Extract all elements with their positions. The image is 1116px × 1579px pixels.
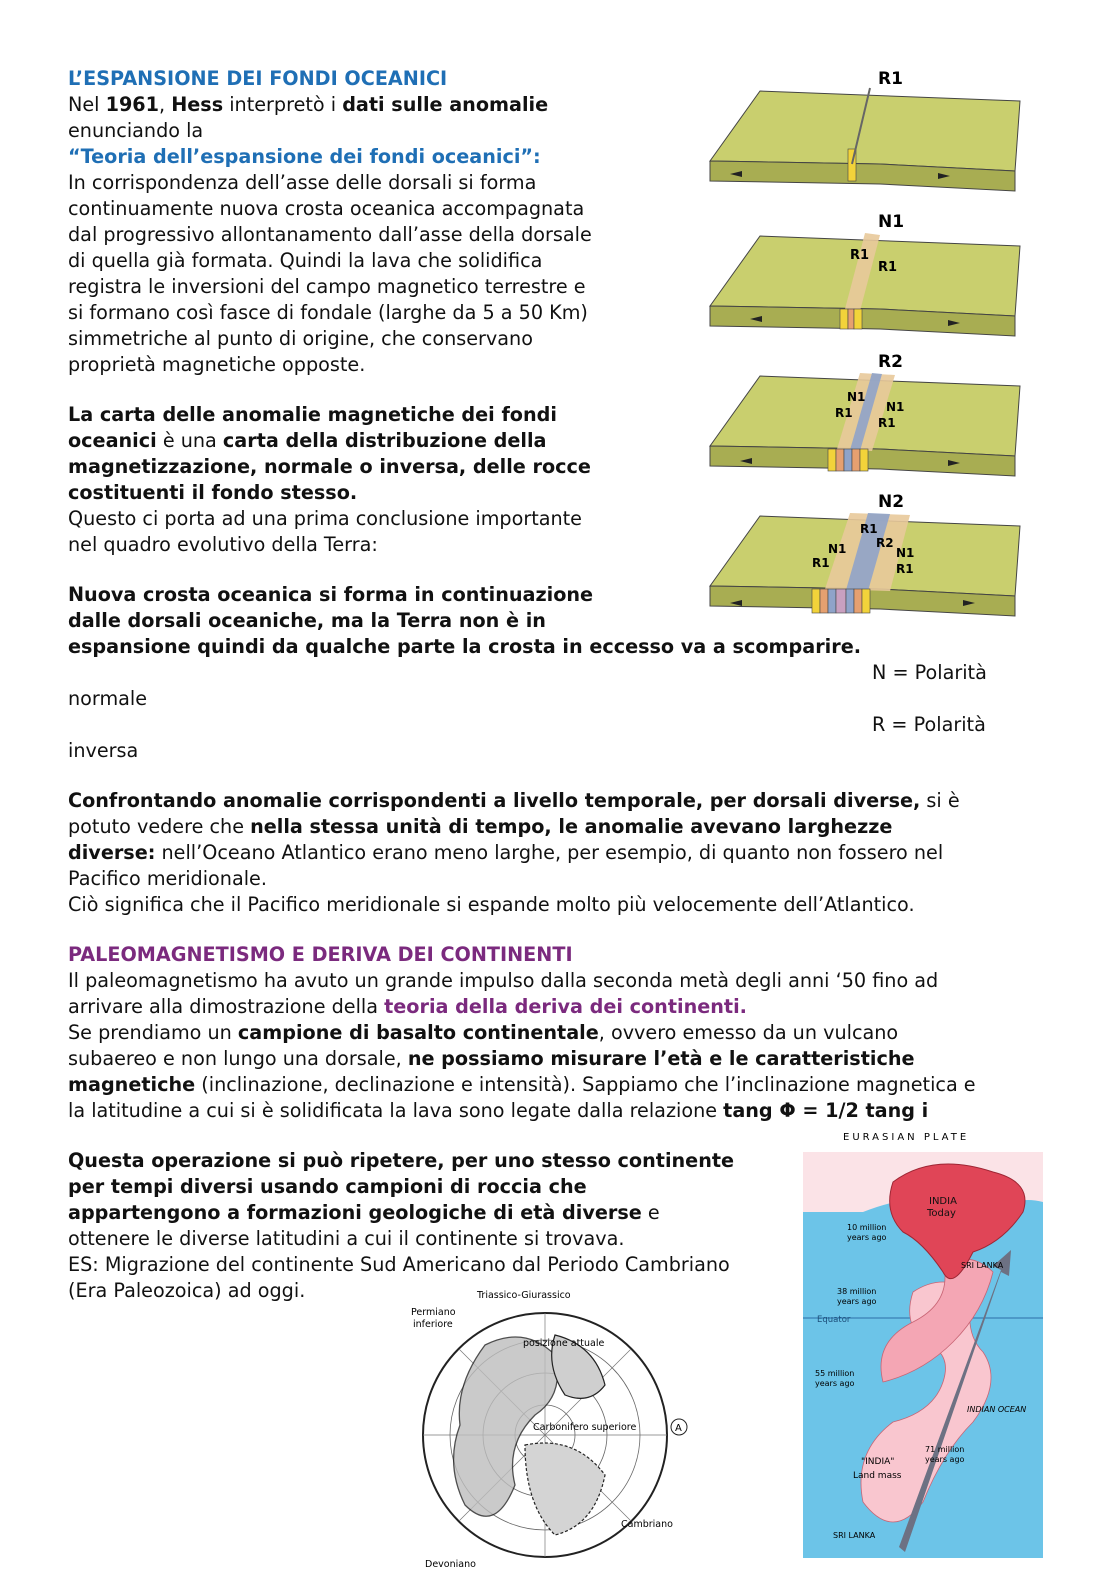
legend-r-text: inversa <box>68 739 139 762</box>
text-bold: Confrontando anomalie corrispondenti a livello temporale, per dorsali diverse, <box>68 789 921 812</box>
text-span: potuto vedere che <box>68 815 251 838</box>
paragraph-line: enunciando la <box>68 119 204 142</box>
block-label: R1 <box>878 69 903 89</box>
stripe-label: R1 <box>896 562 914 576</box>
label-55-million: 55 million <box>815 1369 855 1378</box>
label-eurasian-plate: EURASIAN PLATE <box>843 1132 970 1143</box>
text-span: , ovvero emesso da un vulcano <box>598 1021 899 1044</box>
text-span: subaereo e non lungo una dorsale, <box>68 1047 408 1070</box>
label-land-mass: Land mass <box>853 1471 902 1481</box>
stripe-label: N1 <box>886 400 905 414</box>
label-sri-lanka-today: SRI LANKA <box>961 1261 1004 1270</box>
body-line: di quella già formata. Quindi la lava che solidifica <box>68 249 543 272</box>
text-bold: ne possiamo misurare l’età e le caratteristiche <box>407 1047 915 1070</box>
text-bold: dati sulle anomalie <box>342 93 549 116</box>
stripe-label: N1 <box>896 546 915 560</box>
label-cambriano: Cambriano <box>621 1519 673 1530</box>
stripe-label: R1 <box>812 556 830 570</box>
block-label: N2 <box>878 492 905 512</box>
text-bold: diverse: <box>68 841 156 864</box>
text-bold: appartengono a formazioni geologiche di età diverse <box>68 1201 642 1224</box>
comparison-line: Pacifico meridionale. <box>68 867 267 890</box>
stripe-label: R1 <box>850 248 870 263</box>
comparison-line <box>68 814 892 840</box>
paragraph-line <box>68 92 548 118</box>
label-10-years-ago: years ago <box>847 1233 887 1242</box>
carta-line: La carta delle anomalie magnetiche dei fondi <box>68 403 557 426</box>
key-conclusion-line: espansione quindi da qualche parte la crosta in eccesso va a scomparire. <box>68 635 862 658</box>
stripe-label: N1 <box>847 390 866 404</box>
paleo-line <box>68 994 747 1020</box>
label-equator: Equator <box>817 1315 851 1325</box>
key-conclusion-line: Nuova crosta oceanica si forma in continuazione <box>68 583 594 606</box>
india-drift-map <box>803 1122 1043 1558</box>
label-permiano: Permiano <box>411 1307 456 1318</box>
text-span: Se prendiamo un <box>68 1021 238 1044</box>
legend-n: N = Polarità <box>872 661 987 684</box>
label-71-years-ago: years ago <box>925 1455 965 1464</box>
operation-line: ottenere le diverse latitudini a cui il continente si trovava. <box>68 1227 625 1250</box>
text-bold: nella stessa unità di tempo, le anomalie avevano larghezze <box>250 815 893 838</box>
hess-name: Hess <box>171 93 224 116</box>
paleo-line <box>68 1020 898 1046</box>
body-line: si formano così fasce di fondale (larghe da 5 a 50 Km) <box>68 301 588 324</box>
ridge-block-n1 <box>710 212 1020 336</box>
polar-projection-figure <box>405 1285 695 1577</box>
operation-line: ES: Migrazione del continente Sud Americano dal Periodo Cambriano <box>68 1253 730 1276</box>
stripe-label: R1 <box>835 406 853 420</box>
theory-title: “Teoria dell’espansione dei fondi oceanici”: <box>68 145 541 168</box>
text-span: Nel <box>68 93 106 116</box>
text-bold: campione di basalto continentale <box>237 1021 599 1044</box>
text-bold: oceanici <box>68 429 157 452</box>
legend-r: R = Polarità <box>872 713 986 736</box>
label-38-years-ago: years ago <box>837 1297 877 1306</box>
label-triassico: Triassico-Giurassico <box>477 1290 571 1301</box>
text-purple: teoria della deriva dei continenti. <box>384 995 747 1018</box>
text-span: (inclinazione, declinazione e intensità). Sappiamo che l’inclinazione magnetica e <box>195 1073 976 1096</box>
label-sri-lanka-past: SRI LANKA <box>833 1531 876 1540</box>
text-span: si è <box>920 789 960 812</box>
seafloor-spreading-figure <box>700 66 1040 626</box>
section-title-espansione: L’ESPANSIONE DEI FONDI OCEANICI <box>68 67 448 90</box>
operation-line <box>68 1200 660 1226</box>
label-71-million: 71 million <box>925 1445 965 1454</box>
label-india-today: INDIA <box>929 1196 957 1207</box>
section-title-paleomagnetismo: PALEOMAGNETISMO E DERIVA DEI CONTINENTI <box>68 943 573 966</box>
stripe-label: R2 <box>876 536 894 550</box>
stripe-label: N1 <box>828 542 847 556</box>
operation-line: Questa operazione si può ripetere, per uno stesso continente <box>68 1149 735 1172</box>
comparison-line: Ciò significa che il Pacifico meridionale si espande molto più velocemente dell’Atlantico. <box>68 893 915 916</box>
label-posizione-attuale: posizione attuale <box>523 1338 605 1349</box>
key-conclusion-line: dalle dorsali oceaniche, ma la Terra non è in <box>68 609 546 632</box>
comparison-line <box>68 788 960 814</box>
label-carbonifero: Carbonifero superiore <box>533 1422 637 1433</box>
body-line: In corrispondenza dell’asse delle dorsali si forma <box>68 171 537 194</box>
formula: tang Φ = 1/2 tang i <box>723 1099 929 1122</box>
block-label: R2 <box>878 352 903 372</box>
label-10-million: 10 million <box>847 1223 887 1232</box>
stripe-label: R1 <box>878 260 898 275</box>
stripe-label: R1 <box>860 522 878 536</box>
operation-line: (Era Paleozoica) ad oggi. <box>68 1279 306 1302</box>
label-38-million: 38 million <box>837 1287 877 1296</box>
label-india-landmass: "INDIA" <box>861 1457 895 1467</box>
body-line: registra le inversioni del campo magnetico terrestre e <box>68 275 586 298</box>
label-indian-ocean: INDIAN OCEAN <box>967 1405 1027 1414</box>
text-span: e <box>641 1201 660 1224</box>
paleo-line <box>68 1098 928 1124</box>
ridge-block-r1 <box>710 69 1020 191</box>
body-line: dal progressivo allontanamento dall’asse della dorsale <box>68 223 592 246</box>
text-span: la latitudine a cui si è solidificata la lava sono legate dalla relazione <box>68 1099 724 1122</box>
paleo-line <box>68 1046 915 1072</box>
paleo-line: Il paleomagnetismo ha avuto un grande impulso dalla seconda metà degli anni ‘50 fino ad <box>68 969 939 992</box>
year-1961: 1961 <box>105 93 159 116</box>
label-inferiore: inferiore <box>413 1319 453 1330</box>
body-line: continuamente nuova crosta oceanica accompagnata <box>68 197 585 220</box>
paleo-line <box>68 1072 976 1098</box>
text-bold: magnetiche <box>68 1073 196 1096</box>
body-line: simmetriche al punto di origine, che conservano <box>68 327 533 350</box>
block-label: N1 <box>878 212 905 232</box>
legend-n-text: normale <box>68 687 148 710</box>
text-span: è una <box>156 429 223 452</box>
conclusion-line: nel quadro evolutivo della Terra: <box>68 533 378 556</box>
text-span: arrivare alla dimostrazione della <box>68 995 385 1018</box>
ridge-block-n2 <box>710 492 1020 616</box>
label-devoniano: Devoniano <box>425 1559 476 1570</box>
stripe-label: R1 <box>878 416 896 430</box>
body-line: proprietà magnetiche opposte. <box>68 353 366 376</box>
label-today: Today <box>927 1208 956 1219</box>
conclusion-line: Questo ci porta ad una prima conclusione importante <box>68 507 582 530</box>
text-span: , <box>159 93 172 116</box>
label-55-years-ago: years ago <box>815 1379 855 1388</box>
figure-marker: A <box>675 1423 682 1434</box>
carta-line: magnetizzazione, normale o inversa, delle rocce <box>68 455 591 478</box>
text-bold: carta della distribuzione della <box>222 429 547 452</box>
ridge-block-r2 <box>710 352 1020 476</box>
comparison-line <box>68 840 943 866</box>
operation-line: per tempi diversi usando campioni di roccia che <box>68 1175 587 1198</box>
carta-line <box>68 428 547 454</box>
carta-line: costituenti il fondo stesso. <box>68 481 358 504</box>
text-span: interpretò i <box>223 93 343 116</box>
text-span: nell’Oceano Atlantico erano meno larghe, per esempio, di quanto non fossero nel <box>155 841 944 864</box>
